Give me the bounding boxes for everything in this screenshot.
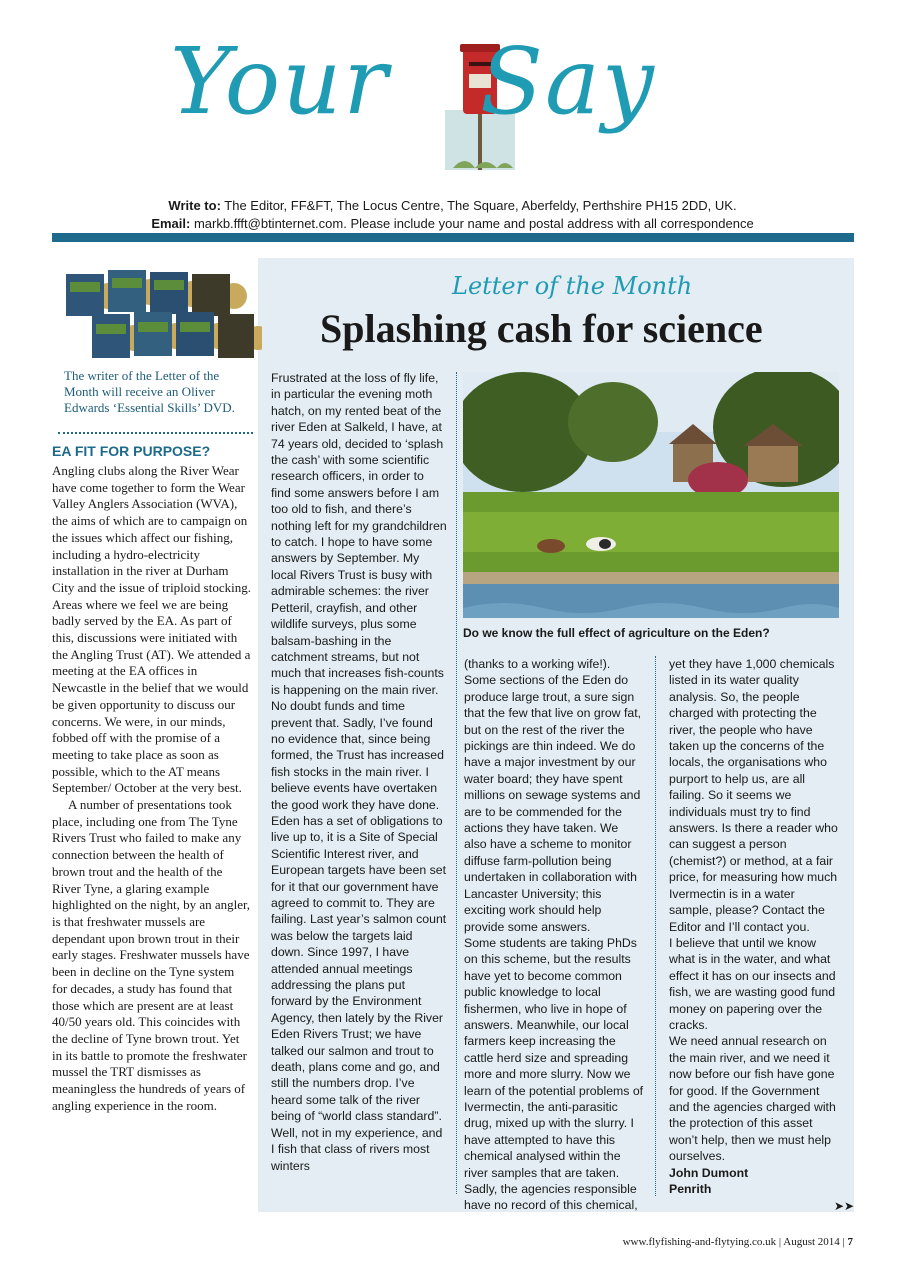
sidebar-body <box>52 463 252 1114</box>
email-text: markb.ffft@btinternet.com. Please include your name and postal address with all correspondence <box>190 216 754 231</box>
river-eden-photo <box>463 372 839 618</box>
letter-paragraph: (thanks to a working wife!). Some sections of the Eden do produce large trout, a sure sign that the few that live on grow fat, but on the rest of the river the pickings are thin indeed. We do have a major investment by our water board; they have spent millions on sewage systems and are to be commended for the actions they have taken. We also have a scheme to monitor diffuse farm-pollution being undertaken in collaboration with Lancaster University; this exciting work should help provide some answers. <box>464 657 642 934</box>
masthead <box>150 10 770 190</box>
letter-paragraph: I believe that until we know what is in the water, and what effect it has on our insects and fish, we are wasting good fund money on papering over the cracks. <box>669 935 836 1032</box>
promo-divider <box>58 432 253 434</box>
write-address: The Editor, FF&FT, The Locus Centre, The Square, Aberfeldy, Perthshire PH15 2DD, UK. <box>220 198 737 213</box>
letter-paragraph: We need annual research on the main river, and we need it now before our fish have gone for good. If the Government and the agencies charged with the protection of this asset won’t help, then we must help ourselves. <box>669 1034 836 1164</box>
signature-place: Penrith <box>669 1182 712 1196</box>
letter-column-2 <box>464 656 644 1214</box>
column-divider <box>655 656 656 1196</box>
contact-info <box>0 197 905 233</box>
letter-kicker: Letter of the Month <box>452 272 693 300</box>
footer-url-date: www.flyfishing-and-flytying.co.uk | August 2014 | <box>622 1236 848 1248</box>
signature-name: John Dumont <box>669 1165 749 1180</box>
letter-column-3 <box>669 656 841 1197</box>
letter-column-1 <box>271 370 447 1174</box>
end-arrow-icon: ➤➤ <box>834 1199 855 1213</box>
letter-headline: Splashing cash for science <box>320 306 763 351</box>
sidebar-paragraph: Angling clubs along the River Wear have come together to form the Wear Valley Anglers Association (WVA), the aims of which are to campaign on the issues which affect our fishing, including a hydro-electricity installation in the river at Durham City and the issue of triploid stocking. Areas where we feel we are being badly served by the EA. As part of this, discussions were initiated with the Angling Trust (AT). We attended a meeting at the EA offices in Newcastle in the belief that we would be given opportunity to discuss our concerns. We were, in our minds, fobbed off with the promise of a meeting to take place as soon as possible, which to the AT means September/ October at the very best. <box>52 463 251 796</box>
masthead-word-say: Say <box>480 28 656 135</box>
dvd-collection-image <box>62 268 262 360</box>
letter-paragraph: yet they have 1,000 chemicals listed in its water quality analysis. So, the people charged with protecting the river, the people who have taken up the concerns of the locals, the organisations who purport to help us, are all failing. So it seems we individuals must try to find answers. Is there a reader who can suggest a person (chemist?) or method, at a fair price, for measuring how much Ivermectin is in a water sample, please? Contact the Editor and I’ll contact you. <box>669 657 838 934</box>
photo-caption: Do we know the full effect of agriculture on the Eden? <box>463 626 770 640</box>
page-footer <box>623 1236 853 1248</box>
promo-text: The writer of the Letter of the Month will receive an Oliver Edwards ‘Essential Skills’ DVD. <box>64 368 235 415</box>
email-label: Email: <box>151 216 191 231</box>
page-number: 7 <box>847 1236 853 1248</box>
letter-paragraph: Frustrated at the loss of fly life, in particular the evening moth hatch, on my rented beat of the river Eden at Salkeld, I have, at 74 years old, decided to ‘splash the cash’ with some scientific research officers, in order to find some answers before I am too old to fish, and there’s nothing left for my grandchildren to catch. I hope to have some answers by September. My local Rivers Trust is busy with admirable schemes: the river Petteril, crayfish, and other wildlife surveys, plus some balsam-bashing in the catchment streams, but not much that increases fish-counts is happening on the main river. No doubt funds and time prevent that. Sadly, I’ve found no evidence that, since being formed, the Trust has increased fish stocks in the main river. I believe events have overtaken the good work they have done. Eden has a set of obligations to live up to, it is a Site of Special Scientific Interest river, and European targets have been set for it that our government have agreed to commit to. They are failing. Last year’s salmon count was below the targets laid down. Since 1997, I have attended annual meetings addressing the plans put forward by the Environment Agency, then lately by the River Eden Rivers Trust; we have talked our salmon and trout to death, plans come and go, and still the numbers drop. I’ve heard some talk of the river being of “world class standard”. Well, not in my experience, and I fish that class of rivers most winters <box>271 371 447 1173</box>
masthead-word-your: Your <box>170 28 390 135</box>
sidebar-heading: EA FIT FOR PURPOSE? <box>52 443 211 459</box>
column-divider <box>456 372 457 1194</box>
write-label: Write to: <box>168 198 221 213</box>
sidebar-paragraph: A number of presentations took place, including one from The Tyne Rivers Trust who failed to make any connection between the health of brown trout and the health of the River Tyne, a glaring example highlighted on the night, by an angler, is that freshwater mussels are dependant upon brown trout in their early stages. Freshwater mussels have been in decline on the Tyne system for decades, a study has found that those which are present are at least 40/50 years old. This coincides with the decline of Tyne brown trout. Yet in its battle to promote the freshwater mussel the TRT dismisses as meaningless the hundreds of years of angling experience in the room. <box>52 797 251 1113</box>
letter-paragraph: Some students are taking PhDs on this scheme, but the results have yet to become common public knowledge to local fishermen, who live in hope of answers. Meanwhile, our local farmers keep increasing the cattle herd size and spreading more and more slurry. Now we learn of the potential problems of Ivermectin, the anti-parasitic drug, mixed up with the slurry. I have attempted to have this chemical analysed within the river samples that are taken. Sadly, the agencies responsible have no record of this chemical, <box>464 935 644 1213</box>
header-rule <box>52 233 854 242</box>
